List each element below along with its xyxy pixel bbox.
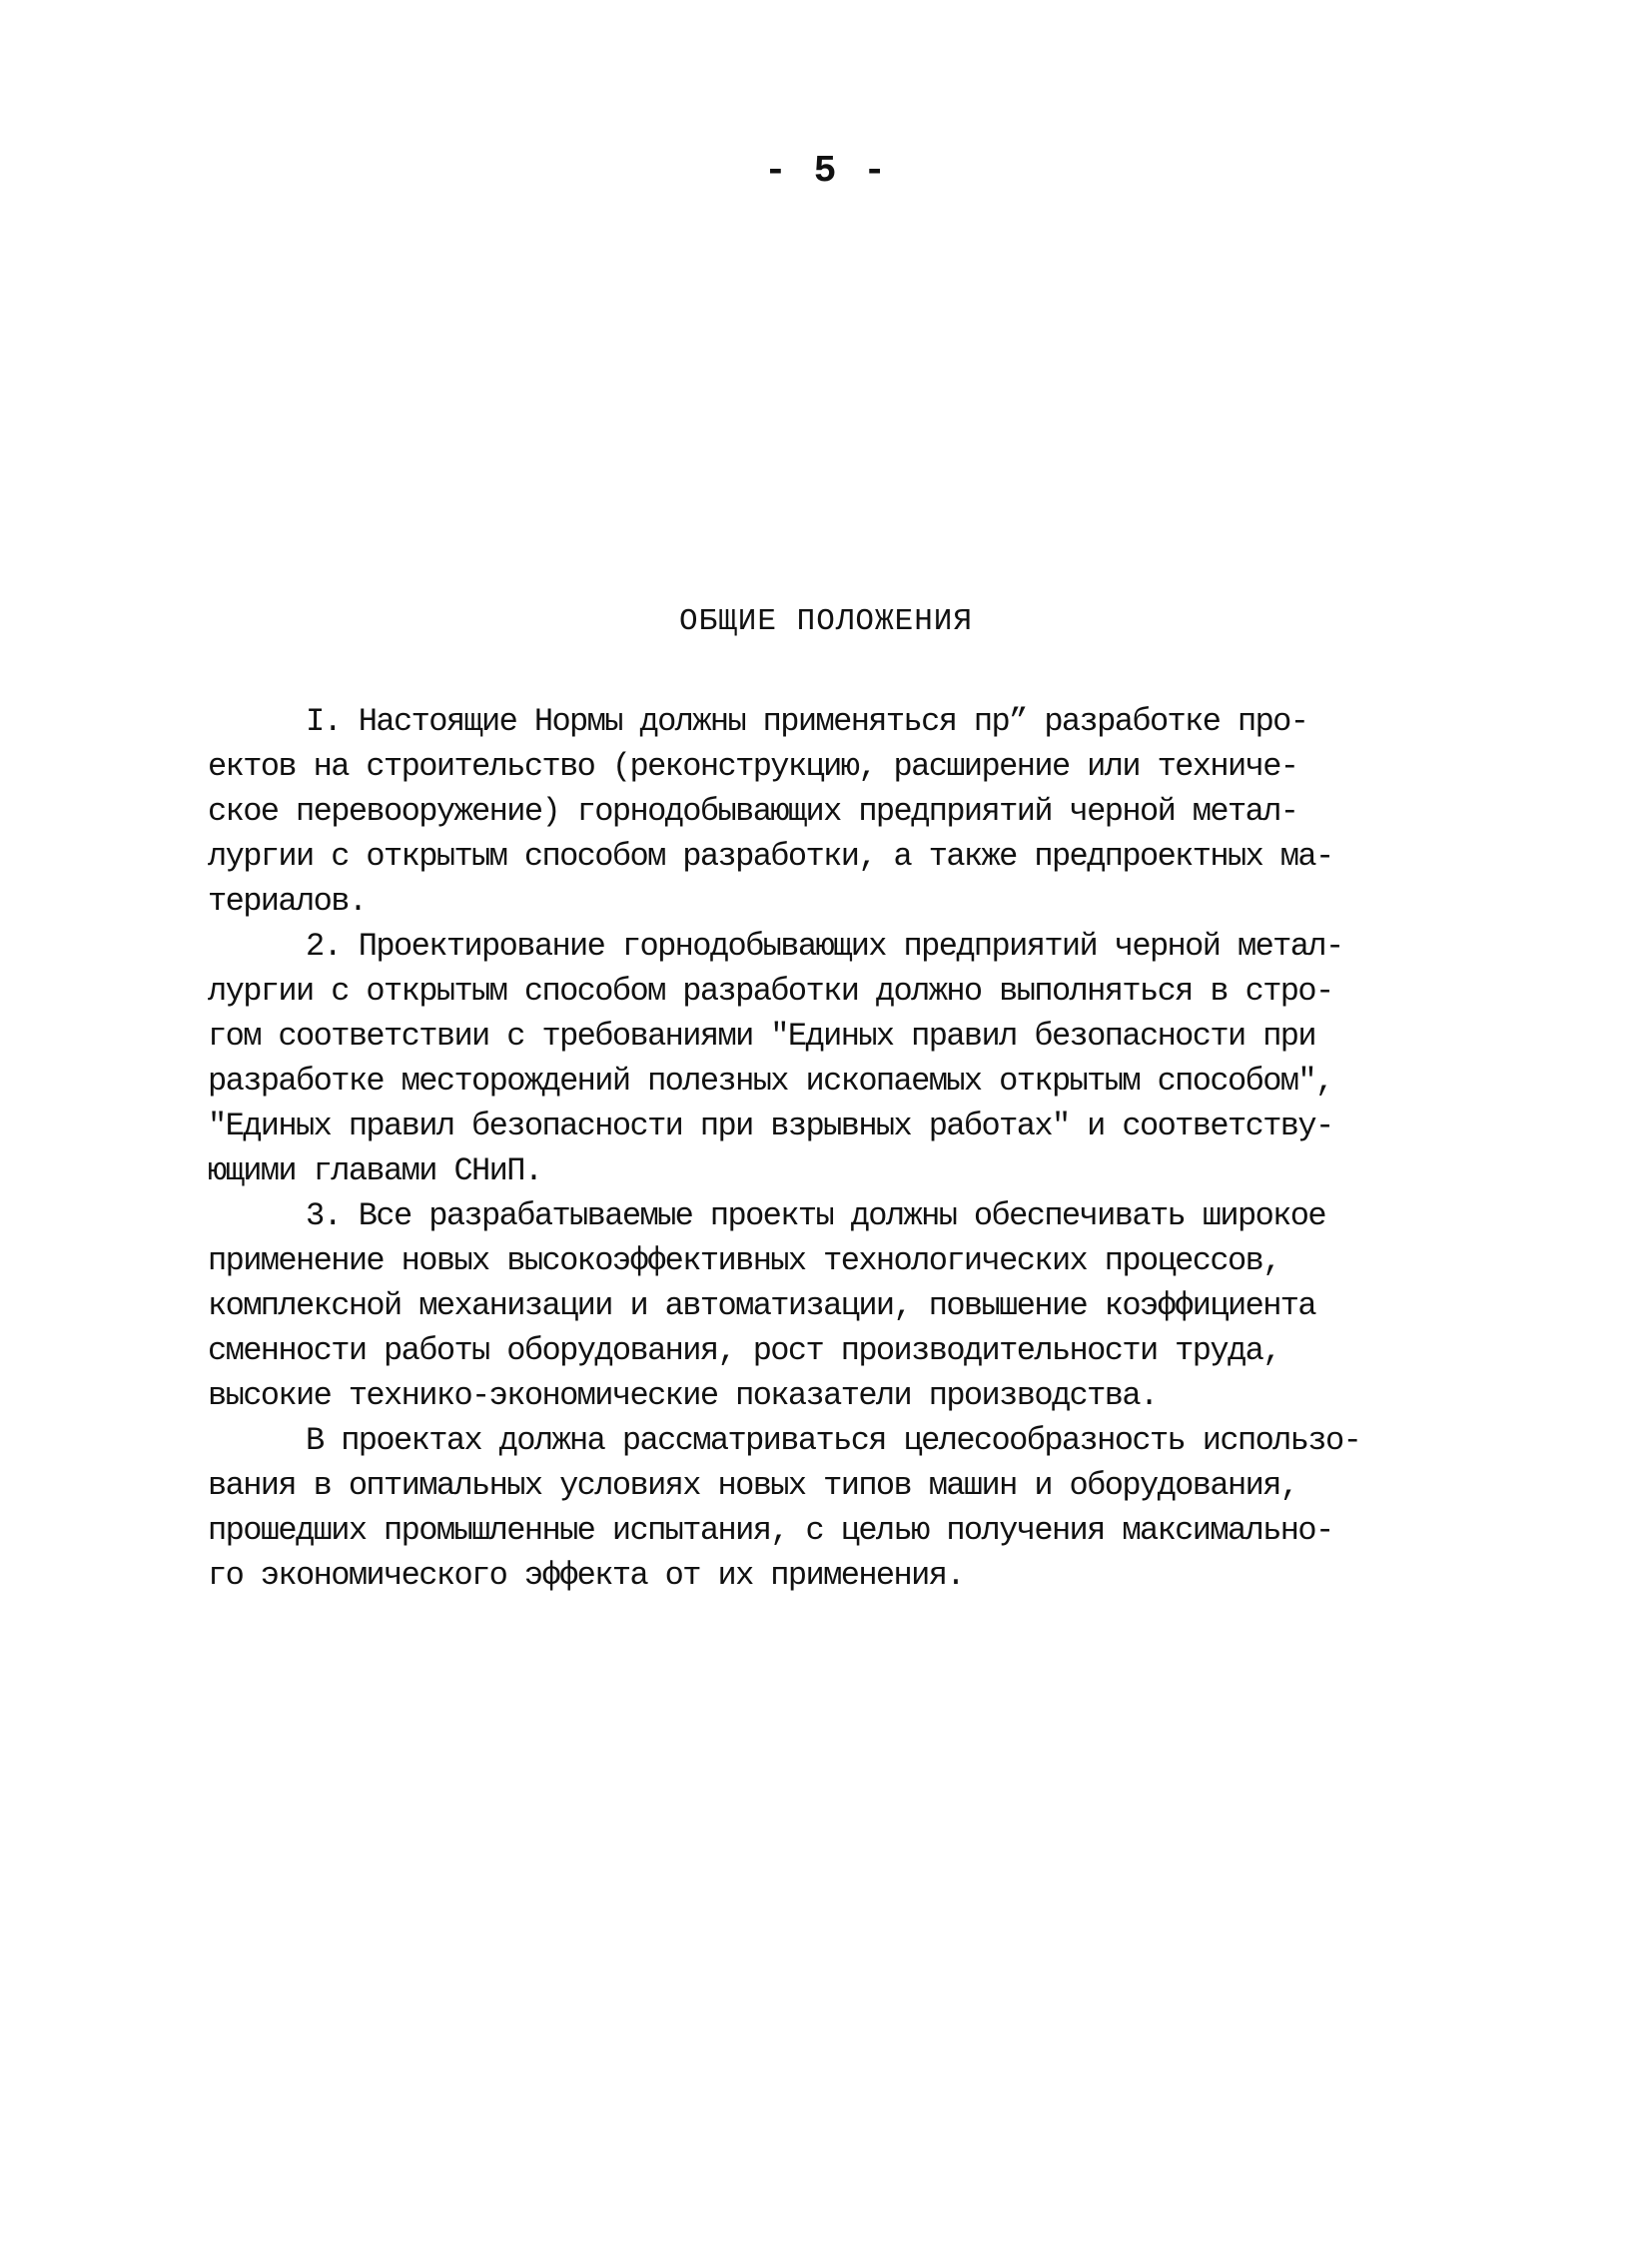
paragraph-line: В проектах должна рассматриваться целесообразность использо- — [306, 1422, 1361, 1459]
paragraph-line: лургии с открытым способом разработки, а также предпроектных ма- — [208, 838, 1333, 875]
paragraph-line: применение новых высокоэффективных технологических процессов, — [208, 1242, 1280, 1279]
paragraph-line: разработке месторождений полезных ископаемых открытым способом", — [208, 1063, 1333, 1100]
paragraph-line: териалов. — [208, 883, 367, 920]
paragraph-line: гом соответствии с требованиями "Единых правил безопасности при — [208, 1018, 1315, 1055]
paragraph-line: ектов на строительство (реконструкцию, расширение или техниче- — [208, 748, 1298, 785]
paragraph-line: "Единых правил безопасности при взрывных работах" и соответству- — [208, 1108, 1333, 1144]
paragraph-line: го экономического эффекта от их применения. — [208, 1557, 964, 1594]
paragraph-line: I. Настоящие Нормы должны применяться пр” разработке про- — [306, 703, 1308, 740]
paragraph-1 — [208, 699, 1446, 924]
paragraph-3 — [208, 1193, 1446, 1418]
paragraph-line: лургии с открытым способом разработки должно выполняться в стро- — [208, 973, 1333, 1010]
paragraph-line: ющими главами СНиП. — [208, 1152, 542, 1189]
paragraph-line: прошедших промышленные испытания, с целью получения максимально- — [208, 1512, 1333, 1549]
paragraph-2 — [208, 924, 1446, 1193]
paragraph-line: вания в оптимальных условиях новых типов машин и оборудования, — [208, 1467, 1298, 1504]
section-title: ОБЩИЕ ПОЛОЖЕНИЯ — [678, 604, 974, 639]
paragraph-line: ское перевооружение) горнодобывающих предприятий черной метал- — [208, 793, 1298, 830]
page-number: - 5 - — [763, 150, 889, 193]
paragraph-line: сменности работы оборудования, рост производительности труда, — [208, 1332, 1280, 1369]
paragraph-line: 3. Все разрабатываемые проекты должны обеспечивать широкое — [306, 1197, 1325, 1234]
paragraph-line: высокие технико-экономические показатели производства. — [208, 1377, 1158, 1414]
paragraph-line: 2. Проектирование горнодобывающих предприятий черной метал- — [306, 928, 1343, 965]
paragraph-line: комплексной механизации и автоматизации, повышение коэффициента — [208, 1287, 1315, 1324]
body-text — [208, 699, 1446, 1598]
paragraph-4 — [208, 1418, 1446, 1598]
